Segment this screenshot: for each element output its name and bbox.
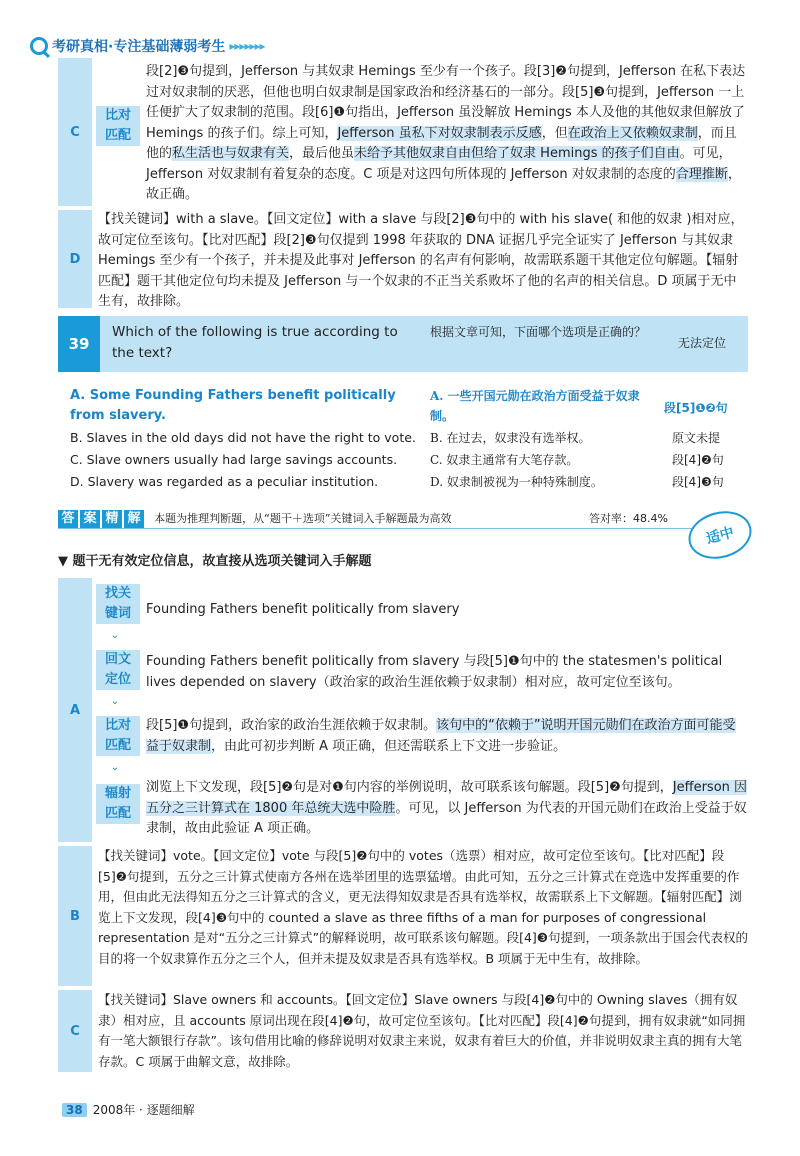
option-c-analysis xyxy=(58,58,748,206)
highlighted-text: Jefferson 虽私下对奴隶制表示反感 xyxy=(337,125,542,141)
option-a-loc: 段[5]❶❷句 xyxy=(664,401,728,415)
option-c-label: C xyxy=(58,58,92,206)
option-b-loc: 原文未提 xyxy=(672,431,721,445)
text-span: 段[2]❸句提到，Jefferson 与其奴隶 Hemings 至少有一个孩子。段[3]❷句提到，Jefferson 在私下表达过对奴隶制的厌恶，但他也明白奴隶制是国家政治和经济基石的一部分。段[5]❸句提到，Jefferson 一上任便扩大了奴隶制的范围。段[6]❶句指出，Jefferson 虽没解放 Hemings 本人及他的其他奴隶但解放了 Hemings 的孩子们。综上可知， xyxy=(146,64,746,141)
highlighted-text: 未给予其他奴隶自由但给了奴隶 Hemings 的孩子们自由 xyxy=(354,146,680,161)
option-d-loc: 段[4]❸句 xyxy=(672,475,724,489)
text-span: ，故正确。 xyxy=(146,166,741,202)
compare-tag: 比对 匹配 xyxy=(96,716,140,756)
option-a-en: A. Some Founding Fathers benefit politically from slavery. xyxy=(70,388,396,423)
option-b-en: B. Slaves in the old days did not have the right to vote. xyxy=(70,430,416,445)
answer-char: 解 xyxy=(124,510,144,528)
text-span: 段[5]❶句提到，政治家的政治生涯依赖于奴隶制。 xyxy=(146,718,437,733)
text-span: ，但 xyxy=(541,125,568,141)
question-cn: 根据文章可知，下面哪个选项是正确的？ xyxy=(430,325,647,339)
option-d-label: D xyxy=(58,210,92,308)
option-d-en: D. Slavery was regarded as a peculiar institution. xyxy=(70,474,379,489)
highlighted-text: 私生活也与奴隶有关 xyxy=(172,146,290,161)
chevron-down-icon: ⌄ xyxy=(110,630,120,641)
option-c-cn: C. 奴隶主通常有大笔存款。 xyxy=(430,453,579,467)
compare-match-tag: 比对 匹配 xyxy=(96,106,140,146)
option-a-analysis xyxy=(58,578,748,842)
text-span: ，由此可初步判断 A 项正确，但还需联系上下文进一步验证。 xyxy=(211,738,567,754)
option-c2-label: C xyxy=(58,990,92,1072)
footer xyxy=(62,1101,195,1118)
page-number: 38 xyxy=(62,1103,87,1117)
text-span: Founding Fathers benefit politically from slavery xyxy=(146,602,460,617)
option-c-en: C. Slave owners usually had large savings accounts. xyxy=(70,452,398,467)
step-text-radiate xyxy=(146,778,748,840)
text-span: 。可见，以 Jefferson 为代表的开国元勋们在政治上受益于奴隶制，故由此验证 A 项正确。 xyxy=(146,800,747,836)
answer-analysis-bar xyxy=(58,510,708,529)
option-a-label: A xyxy=(58,578,92,842)
header-arrows: ▸▸▸▸▸▸▸ xyxy=(229,39,265,53)
highlighted-text: Jefferson 因五分之三计算式在 1800 年总统大选中险胜 xyxy=(146,780,748,816)
question-loc: 无法定位 xyxy=(677,336,726,350)
answer-char: 答 xyxy=(58,510,78,528)
option-b-text: 【找关键词】vote。【回文定位】vote 与段[5]❷句中的 votes（选票）相对应，故可定位至该句。【比对匹配】段[5]❷句提到，五分之三计算式使南方各州在选举团里的选票猛增。由此可知，五分之三计算式在竞选中发挥重要的作用，但由此无法得知五分之三计算式的含义，更无法得知奴隶是否具有选举权，故需联系上下文解题。【辐射匹配】浏览上下文发现，段[4]❸句中的 counted a slave as three fifths of a man for purposes of congressional representation 是对“五分之三计算式”的解释说明，故可联系该句解题。段[4]❸句提到，一项条款出于国会代表权的目的将一个奴隶算作五分之三个人，但并未提及奴隶是否具有选举权。B 项属于无中生有，故排除。 xyxy=(98,848,749,966)
chevron-down-icon: ⌄ xyxy=(110,762,120,773)
text-span: Founding Fathers benefit politically from slavery 与段[5]❶句中的 the statesmen's political lives depended on slavery（政治家的政治生涯依赖于奴隶制）相对应，故可定位至该句。 xyxy=(146,654,723,690)
text-span: 浏览上下文发现，段[5]❷句是对❶句内容的举例说明，故可联系该句解题。段[5]❷句提到， xyxy=(146,780,673,795)
difficulty-badge: 适中 xyxy=(683,505,757,566)
option-a-cn: A. 一些开国元勋在政治方面受益于奴隶制。 xyxy=(430,389,640,423)
answer-char: 案 xyxy=(80,510,100,528)
text-span: 。可见，Jefferson 对奴隶制有着复杂的态度。C 项是对这四句所体现的 Jefferson 对奴隶制的态度的 xyxy=(146,146,732,182)
footer-text: 2008年 · 逐题细解 xyxy=(92,1103,195,1117)
question-text: Which of the following is true according to the text? xyxy=(112,324,398,361)
option-d-analysis xyxy=(58,210,748,308)
option-c-text xyxy=(146,62,748,206)
highlighted-text: 合理推断 xyxy=(675,166,728,182)
step-text-keyword xyxy=(146,600,748,621)
locate-tag: 回文 定位 xyxy=(96,650,140,690)
header-title: 考研真相·专注基础薄弱考生 xyxy=(52,39,226,55)
option-b-cn: B. 在过去，奴隶没有选举权。 xyxy=(430,431,591,445)
question-box xyxy=(58,316,748,372)
header xyxy=(30,36,265,56)
text-span: ，最后他虽 xyxy=(289,146,355,161)
radiate-tag: 辐射 匹配 xyxy=(96,784,140,824)
option-c2-text: 【找关键词】Slave owners 和 accounts。【回文定位】Slave owners 与段[4]❷句中的 Owning slaves（拥有奴隶）相对应，且 accounts 原词出现在段[4]❷句，故可定位至该句。【比对匹配】段[4]❷句提到，拥有奴隶就“如同拥有一笔大额银行存款”。该句借用比喻的修辞说明对奴隶主来说，奴隶有着巨大的价值，并非说明奴隶主真的拥有大笔存款。C 项属于曲解文意，故排除。 xyxy=(98,992,746,1069)
search-logo-icon xyxy=(30,37,48,55)
find-keyword-tag: 找关 键词 xyxy=(96,584,140,624)
option-d-text: 【找关键词】with a slave。【回文定位】with a slave 与段[2]❸句中的 with his slave( 和他的奴隶 )相对应，故可定位至该句。【比对匹配】段[2]❸句仅提到 1998 年获取的 DNA 证据几乎完全证实了 Jefferson 与其奴隶 Hemings 至少有一个孩子，并未提及此事对 Jefferson 的名声有何影响，故需联系题干其他定位句解题。【辐射匹配】题干其他定位句均未提及 Jefferson 与一个奴隶的不正当关系败坏了他的名声的相关信息。D 项属于无中生有，故排除。 xyxy=(98,212,744,309)
highlighted-text: 该句中的“依赖于”说明开国元勋们在政治方面可能受益于奴隶制 xyxy=(146,718,736,754)
highlighted-text: 在政治上又依赖奴隶制 xyxy=(567,125,698,141)
option-c-loc: 段[4]❷句 xyxy=(672,453,724,467)
answer-rate: 答对率：48.4% xyxy=(589,512,668,525)
answer-desc: 本题为推理判断题，从“题干＋选项”关键词入手解题最为高效 xyxy=(154,512,452,525)
answer-char: 精 xyxy=(102,510,122,528)
text-span: ，而且他的 xyxy=(146,125,737,161)
option-d-cn: D. 奴隶制被视为一种特殊制度。 xyxy=(430,475,603,489)
option-b-analysis xyxy=(58,846,748,986)
chevron-down-icon: ⌄ xyxy=(110,696,120,707)
question-number: 39 xyxy=(58,316,100,372)
step-text-compare xyxy=(146,716,748,757)
step-text-locate xyxy=(146,652,748,693)
section-heading: ▼ 题干无有效定位信息，故直接从选项关键词入手解题 xyxy=(58,554,372,569)
option-b-label: B xyxy=(58,846,92,986)
option-c2-analysis xyxy=(58,990,748,1072)
